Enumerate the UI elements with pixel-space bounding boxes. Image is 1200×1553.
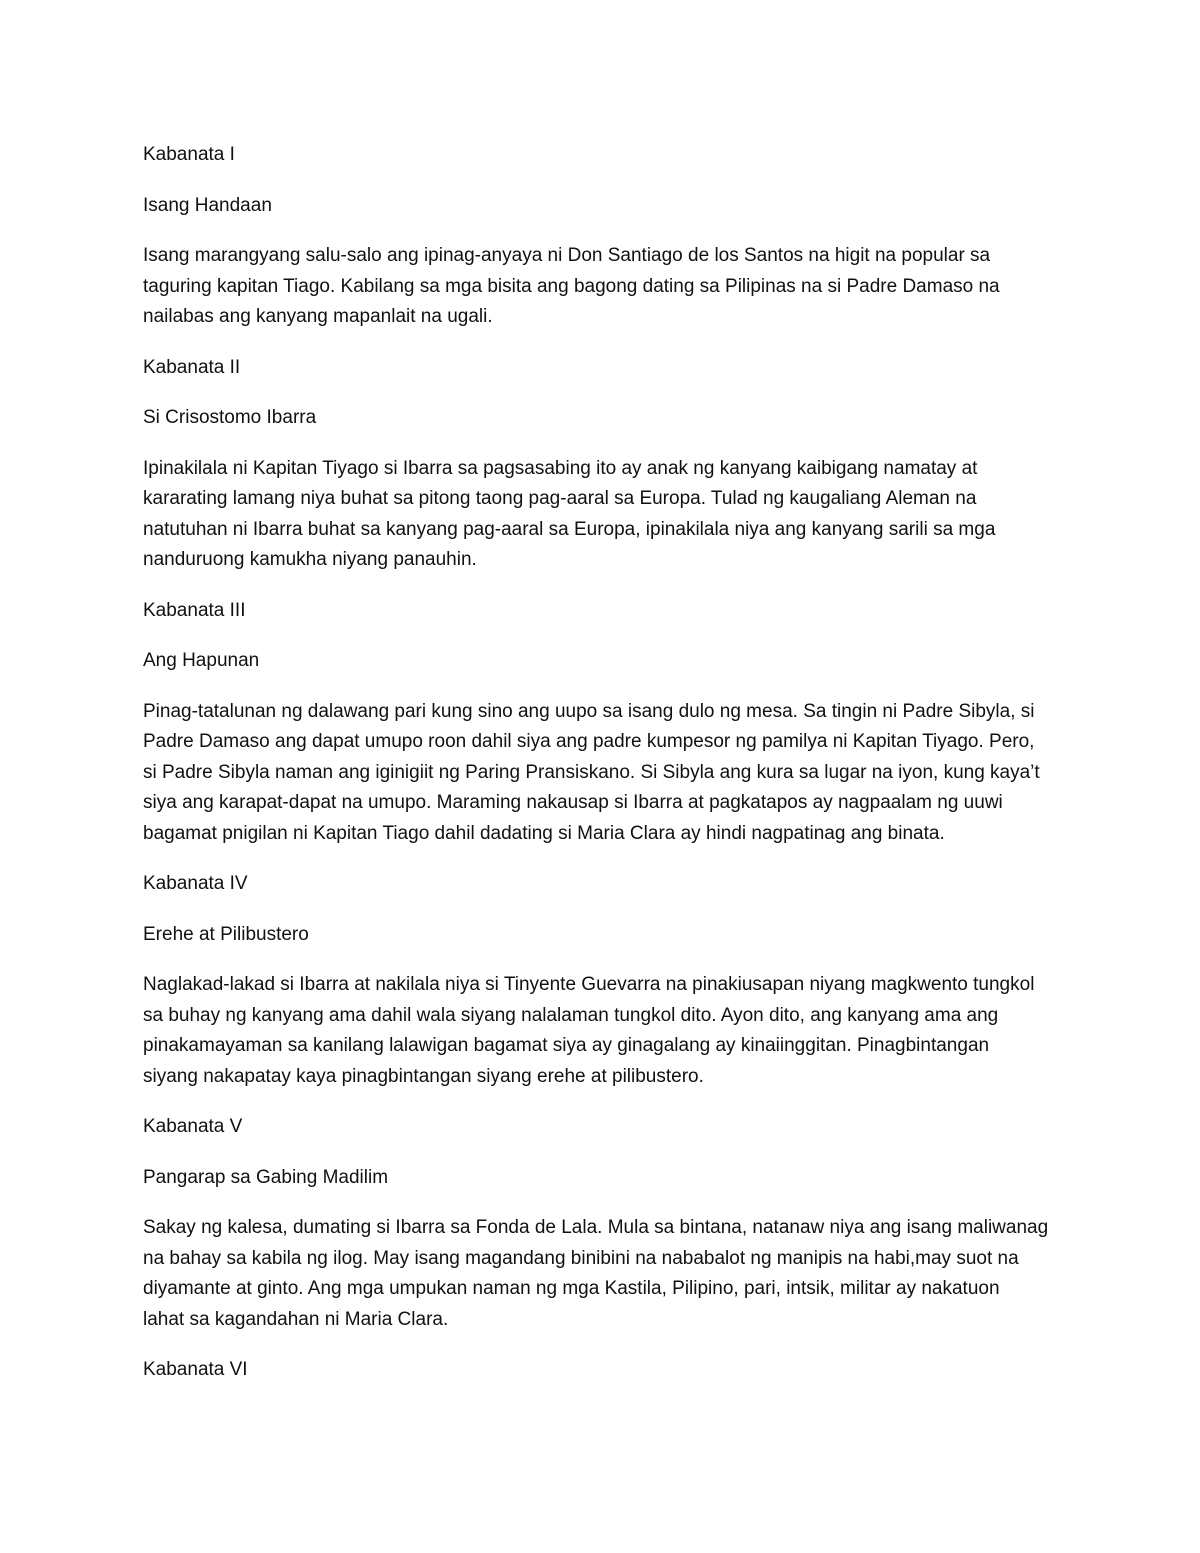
chapter-heading: Kabanata I: [143, 144, 235, 165]
chapter-summary: [143, 1213, 1063, 1335]
text-line: si Padre Sibyla naman ang iginigiit ng Paring Pransiskano. Si Sibyla ang kura sa lugar na iyon, kung kaya’t: [143, 761, 1040, 783]
text-line: bagamat pnigilan ni Kapitan Tiago dahil dadating si Maria Clara ay hindi nagpatinag ang binata.: [143, 822, 945, 844]
text-line: siya ang karapat-dapat na umupo. Maraming nakausap si Ibarra at pagkatapos ay nagpaalam ng uuwi: [143, 792, 1003, 813]
text-line: siyang nakapatay kaya pinagbintangan siyang erehe at pilibustero.: [143, 1065, 704, 1087]
chapter-title: Si Crisostomo Ibarra: [143, 407, 317, 428]
chapter-6: [143, 1355, 1063, 1386]
text-line: Padre Damaso ang dapat umupo roon dahil siya ang padre kumpesor ng pamilya ni Kapitan Tiyago. Pero,: [143, 731, 1035, 752]
text-line: na bahay sa kabila ng ilog. May isang magandang binibini na nababalot ng manipis na habi,may suot na: [143, 1247, 1019, 1269]
text-line: Naglakad-lakad si Ibarra at nakilala niya si Tinyente Guevarra na pinakiusapan niyang magkwento tungkol: [143, 974, 1035, 995]
chapter-summary: [143, 241, 1063, 333]
chapter-summary: [143, 697, 1063, 850]
chapter-heading: Kabanata II: [143, 356, 241, 378]
chapter-heading: Kabanata III: [143, 599, 246, 621]
chapter-4: [143, 869, 1063, 1092]
document-page: [143, 140, 1063, 1406]
text-line: kararating lamang niya buhat sa pitong taong pag-aaral sa Europa. Tulad ng kaugaliang Aleman na: [143, 488, 977, 509]
chapter-1: [143, 140, 1063, 333]
chapter-heading: Kabanata IV: [143, 873, 248, 894]
chapter-3: [143, 596, 1063, 850]
text-line: Pinag-tatalunan ng dalawang pari kung sino ang uupo sa isang dulo ng mesa. Sa tingin ni Padre Sibyla, si: [143, 700, 1035, 722]
text-line: Ipinakilala ni Kapitan Tiyago si Ibarra sa pagsasabing ito ay anak ng kanyang kaibigang namatay at: [143, 457, 978, 479]
chapter-title: Isang Handaan: [143, 194, 272, 216]
chapter-title: Ang Hapunan: [143, 650, 260, 671]
chapter-summary: [143, 970, 1063, 1092]
text-line: sa buhay ng kanyang ama dahil wala siyang nalalaman tungkol dito. Ayon dito, ang kanyang ama ang: [143, 1004, 999, 1026]
text-line: nanduruong kamukha niyang panauhin.: [143, 549, 477, 570]
chapter-heading: Kabanata V: [143, 1116, 243, 1137]
text-line: nailabas ang kanyang mapanlait na ugali.: [143, 306, 493, 327]
chapter-title: Pangarap sa Gabing Madilim: [143, 1166, 389, 1188]
chapter-title: Erehe at Pilibustero: [143, 923, 309, 945]
text-line: pinakamayaman sa kanilang lalawigan bagamat siya ay ginagalang ay kinaiinggitan. Pinagbintangan: [143, 1035, 990, 1056]
text-line: taguring kapitan Tiago. Kabilang sa mga bisita ang bagong dating sa Pilipinas na si Padre Damaso na: [143, 275, 1000, 297]
text-line: Isang marangyang salu-salo ang ipinag-anyaya ni Don Santiago de los Santos na higit na popular sa: [143, 245, 991, 266]
chapter-5: [143, 1112, 1063, 1335]
text-line: natutuhan ni Ibarra buhat sa kanyang pag-aaral sa Europa, ipinakilala niya ang kanyang sarili sa mga: [143, 518, 996, 540]
text-line: Sakay ng kalesa, dumating si Ibarra sa Fonda de Lala. Mula sa bintana, natanaw niya ang isang maliwanag: [143, 1217, 1049, 1238]
chapter-2: [143, 353, 1063, 576]
chapter-heading: Kabanata VI: [143, 1359, 248, 1380]
chapter-summary: [143, 454, 1063, 576]
text-line: lahat sa kagandahan ni Maria Clara.: [143, 1308, 449, 1330]
text-line: diyamante at ginto. Ang mga umpukan naman ng mga Kastila, Pilipino, pari, intsik, militar ay nakatuon: [143, 1278, 1000, 1299]
